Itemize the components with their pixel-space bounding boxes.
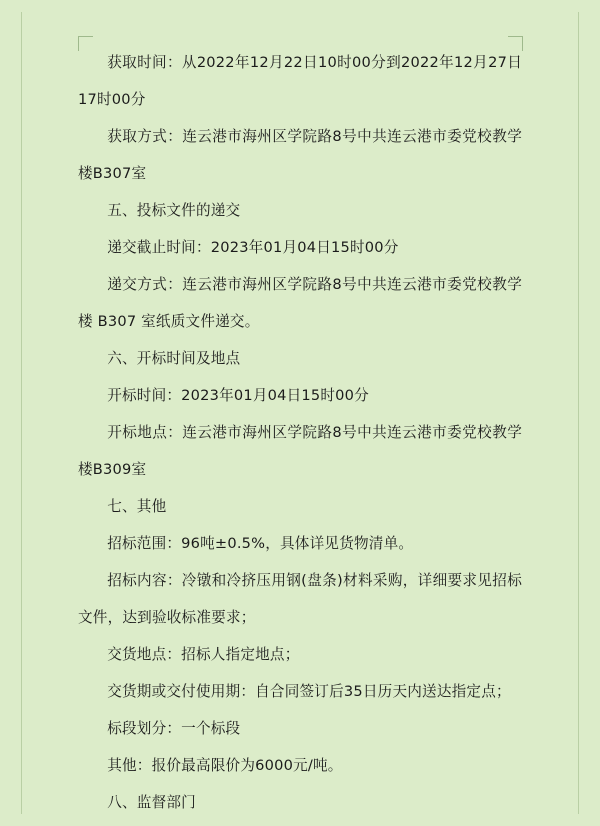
heading-section-six: 六、开标时间及地点 [107,350,241,367]
paragraph-bid-content: 招标内容：冷镦和冷挤压用钢(盘条)材料采购，详细要求见招标文件，达到验收标准要求； [78,572,522,626]
heading-section-eight: 八、监督部门 [107,794,196,811]
paragraph-lot-division: 标段划分：一个标段 [107,720,241,737]
paragraph-acquisition-time: 获取时间：从2022年12月22日10时00分到2022年12月27日17时00分 [78,54,522,108]
paragraph-acquisition-method: 获取方式：连云港市海州区学院路8号中共连云港市委党校教学楼B307室 [78,128,522,182]
heading-section-seven: 七、其他 [107,498,167,515]
paragraph-delivery-period: 交货期或交付使用期：自合同签订后35日历天内送达指定点； [107,683,511,700]
paragraph-delivery-location: 交货地点：招标人指定地点； [107,646,300,663]
paragraph-submission-deadline: 递交截止时间：2023年01月04日15时00分 [107,239,399,256]
paragraph-opening-time: 开标时间：2023年01月04日15时00分 [107,387,369,404]
paragraph-bid-scope: 招标范围：96吨±0.5%，具体详见货物清单。 [107,535,414,552]
paragraph-other-price-cap: 其他：报价最高限价为6000元/吨。 [107,757,343,774]
page-border-left [21,12,22,814]
paragraph-submission-method: 递交方式：连云港市海州区学院路8号中共连云港市委党校教学楼 B307 室纸质文件递交。 [78,276,522,330]
heading-section-five: 五、投标文件的递交 [107,202,241,219]
paragraph-opening-location: 开标地点：连云港市海州区学院路8号中共连云港市委党校教学楼B309室 [78,424,522,478]
document-body [78,44,522,821]
page-border-right [578,12,579,814]
